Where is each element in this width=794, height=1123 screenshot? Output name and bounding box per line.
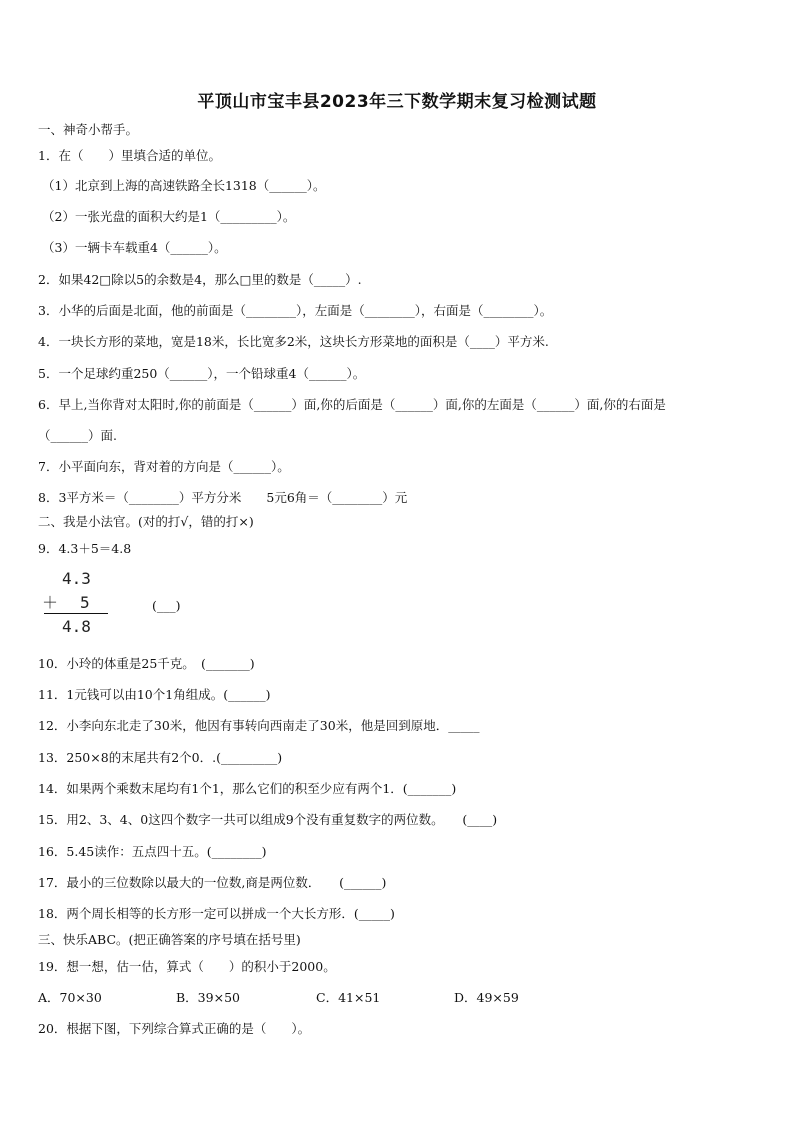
question-16: 16．5.45读作：五点四十五。(________) <box>38 844 267 859</box>
question-1-3: （3）一辆卡车载重4（______）。 <box>42 240 227 255</box>
question-4: 4．一块长方形的菜地，宽是18米，长比宽多2米，这块长方形菜地的面积是（____）平方米. <box>38 334 549 349</box>
question-9-answer-blank: (___) <box>152 598 181 613</box>
option-a: A．70×30 <box>38 990 102 1005</box>
vertical-addend: 5 <box>80 593 90 612</box>
question-14: 14．如果两个乘数末尾均有1个1，那么它们的积至少应有两个1．(_______) <box>38 781 457 796</box>
option-b: B．39×50 <box>176 990 240 1005</box>
section-heading-3: 三、快乐ABC。(把正确答案的序号填在括号里) <box>38 932 301 947</box>
question-3: 3．小华的后面是北面，他的前面是（________），左面是（________），右面是（________）。 <box>38 303 553 318</box>
option-c: C．41×51 <box>316 990 381 1005</box>
question-12: 12．小李向东北走了30米，他因有事转向西南走了30米，他是回到原地．_____ <box>38 718 480 733</box>
question-9: 9．4.3＋5＝4.8 <box>38 541 132 556</box>
option-d: D．49×59 <box>454 990 519 1005</box>
question-20: 20．根据下图，下列综合算式正确的是（ ）。 <box>38 1021 311 1036</box>
question-6: 6．早上,当你背对太阳时,你的前面是（______）面,你的后面是（______）面,你的左面是（______）面,你的右面是 <box>38 397 666 412</box>
vertical-result: 4.8 <box>62 617 91 636</box>
vertical-top-number: 4.3 <box>62 569 91 588</box>
question-18: 18．两个周长相等的长方形一定可以拼成一个大长方形．(_____) <box>38 906 395 921</box>
section-heading-2: 二、我是小法官。(对的打√，错的打×) <box>38 514 254 529</box>
question-1-1: （1）北京到上海的高速铁路全长1318（______）。 <box>42 178 326 193</box>
question-17: 17．最小的三位数除以最大的一位数,商是两位数． (______) <box>38 875 387 890</box>
section-heading-1: 一、神奇小帮手。 <box>38 122 139 137</box>
question-5: 5．一个足球约重250（______），一个铅球重4（______）。 <box>38 366 366 381</box>
question-11: 11．1元钱可以由10个1角组成。(______) <box>38 687 271 702</box>
question-6-continued: （______）面. <box>38 428 117 443</box>
question-2: 2．如果42□除以5的余数是4，那么□里的数是（_____）. <box>38 272 362 287</box>
question-1: 1．在（ ）里填合适的单位。 <box>38 148 221 163</box>
page-title: 平顶山市宝丰县2023年三下数学期末复习检测试题 <box>197 92 597 112</box>
question-19: 19．想一想，估一估，算式（ ）的积小于2000。 <box>38 959 336 974</box>
question-1-2: （2）一张光盘的面积大约是1（_________）。 <box>42 209 296 224</box>
vertical-operator: ＋ <box>42 593 59 612</box>
question-10: 10．小玲的体重是25千克。 (_______) <box>38 656 255 671</box>
vertical-sum-line <box>44 613 108 614</box>
question-13: 13．250×8的末尾共有2个0．.(_________) <box>38 750 283 765</box>
question-15: 15．用2、3、4、0这四个数字一共可以组成9个没有重复数字的两位数。 (____) <box>38 812 498 827</box>
question-8: 8．3平方米＝（________）平方分米 5元6角＝（________）元 <box>38 490 408 505</box>
question-7: 7．小平面向东，背对着的方向是（______）。 <box>38 459 290 474</box>
